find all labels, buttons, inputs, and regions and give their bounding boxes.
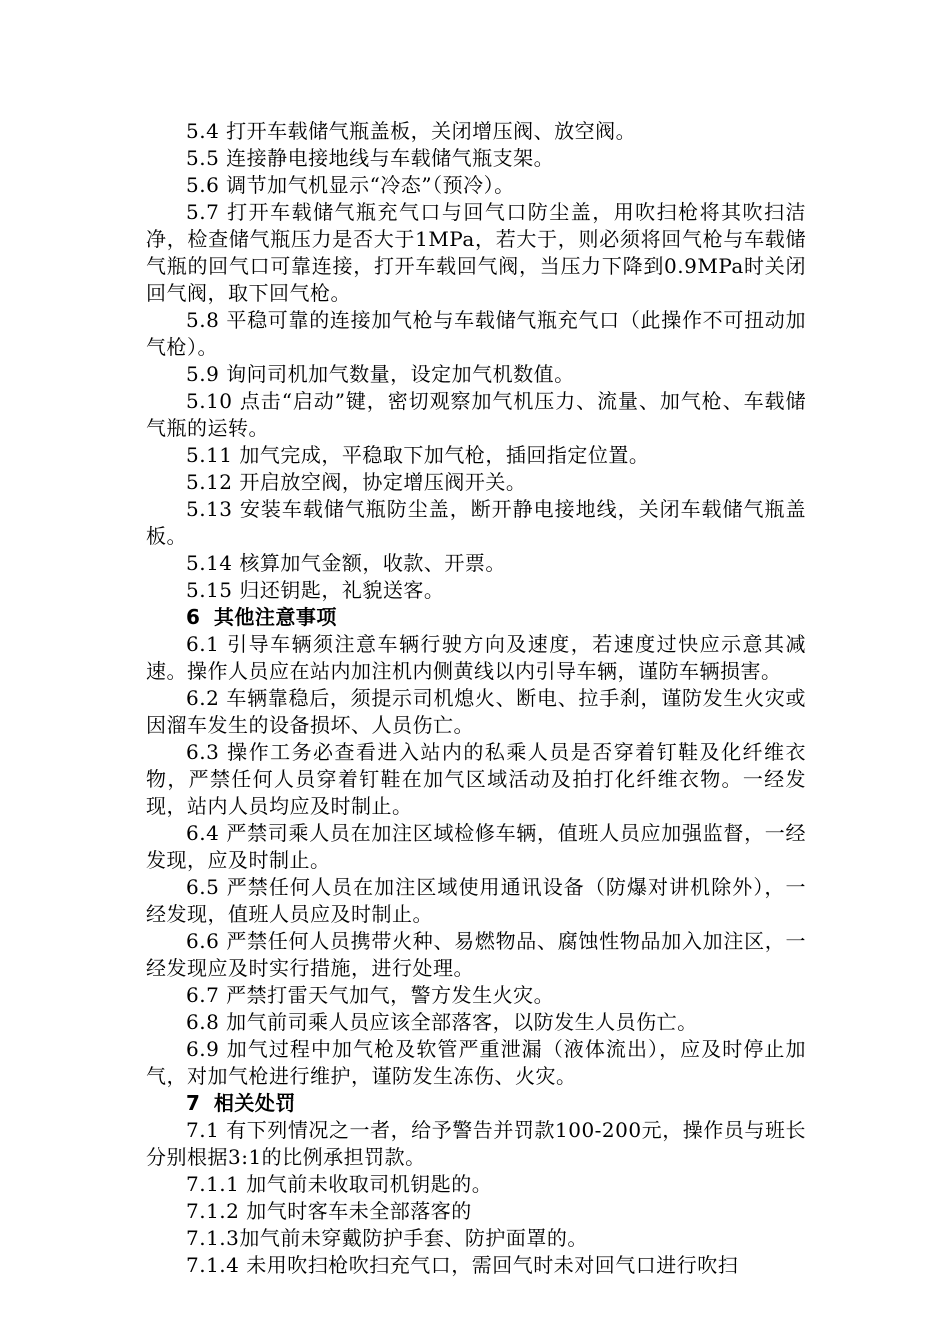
document-body [146, 118, 806, 1279]
paragraph-6-4: 6.4 严禁司乘人员在加注区域检修车辆，值班人员应加强监督，一经发现，应及时制止。 [146, 821, 806, 872]
paragraph-5-10: 5.10 点击“启动”键，密切观察加气机压力、流量、加气枪、车载储气瓶的运转。 [146, 389, 806, 440]
paragraph-6-8: 6.8 加气前司乘人员应该全部落客，以防发生人员伤亡。 [186, 1010, 698, 1034]
paragraph-5-8: 5.8 平稳可靠的连接加气枪与车载储气瓶充气口（此操作不可扭动加气枪）。 [146, 308, 806, 359]
section-heading-6 [146, 604, 806, 631]
paragraph-7-1: 7.1 有下列情况之一者，给予警告并罚款100-200元，操作员与班长分别根据3:1的比例承担罚款。 [146, 1118, 806, 1169]
section-number: 7 [186, 1091, 201, 1115]
paragraph-5-6: 5.6 调节加气机显示“冷态”（预冷）。 [186, 173, 515, 197]
section-title: 相关处罚 [213, 1091, 296, 1115]
paragraph-5-5: 5.5 连接静电接地线与车载储气瓶支架。 [186, 146, 555, 170]
paragraph-5-4: 5.4 打开车载储气瓶盖板，关闭增压阀、放空阀。 [186, 119, 637, 143]
paragraph-6-2: 6.2 车辆靠稳后，须提示司机熄火、断电、拉手刹，谨防发生火灾或因溜车发生的设备损坏、人员伤亡。 [146, 686, 806, 737]
paragraph-5-15: 5.15 归还钥匙，礼貌送客。 [186, 578, 445, 602]
paragraph-5-9: 5.9 询问司机加气数量，设定加气机数值。 [186, 362, 575, 386]
paragraph-5-7: 5.7 打开车载储气瓶充气口与回气口防尘盖，用吹扫枪将其吹扫洁净，检查储气瓶压力是否大于1MPa，若大于，则必须将回气枪与车载储气瓶的回气口可靠连接，打开车载回气阀，当压力下降到0.9MPa时关闭回气阀，取下回气枪。 [146, 200, 806, 305]
section-heading-7 [146, 1090, 806, 1117]
paragraph-6-6: 6.6 严禁任何人员携带火种、易燃物品、腐蚀性物品加入加注区，一经发现应及时实行措施，进行处理。 [146, 929, 806, 980]
paragraph-6-5: 6.5 严禁任何人员在加注区域使用通讯设备（防爆对讲机除外），一经发现，值班人员应及时制止。 [146, 875, 806, 926]
paragraph-6-9: 6.9 加气过程中加气枪及软管严重泄漏（液体流出），应及时停止加气，对加气枪进行维护，谨防发生冻伤、火灾。 [146, 1037, 806, 1088]
paragraph-6-7: 6.7 严禁打雷天气加气，警方发生火灾。 [186, 983, 555, 1007]
paragraph-5-13: 5.13 安装车载储气瓶防尘盖，断开静电接地线，关闭车载储气瓶盖板。 [146, 497, 806, 548]
section-title: 其他注意事项 [213, 605, 337, 629]
paragraph-6-3: 6.3 操作工务必查看进入站内的私乘人员是否穿着钉鞋及化纤维衣物，严禁任何人员穿着钉鞋在加气区域活动及拍打化纤维衣物。一经发现，站内人员均应及时制止。 [146, 740, 806, 818]
paragraph-7-1-2: 7.1.2 加气时客车未全部落客的 [186, 1199, 472, 1223]
paragraph-5-11: 5.11 加气完成，平稳取下加气枪，插回指定位置。 [186, 443, 650, 467]
paragraph-5-12: 5.12 开启放空阀，协定增压阀开关。 [186, 470, 527, 494]
paragraph-6-1: 6.1 引导车辆须注意车辆行驶方向及速度，若速度过快应示意其减速。操作人员应在站内加注机内侧黄线以内引导车辆，谨防车辆损害。 [146, 632, 806, 683]
section-number: 6 [186, 605, 201, 629]
paragraph-7-1-3: 7.1.3加气前未穿戴防护手套、防护面罩的。 [186, 1226, 588, 1250]
paragraph-7-1-1: 7.1.1 加气前未收取司机钥匙的。 [186, 1172, 493, 1196]
paragraph-5-14: 5.14 核算加气金额，收款、开票。 [186, 551, 506, 575]
paragraph-7-1-4: 7.1.4 未用吹扫枪吹扫充气口，需回气时未对回气口进行吹扫 [186, 1253, 739, 1277]
